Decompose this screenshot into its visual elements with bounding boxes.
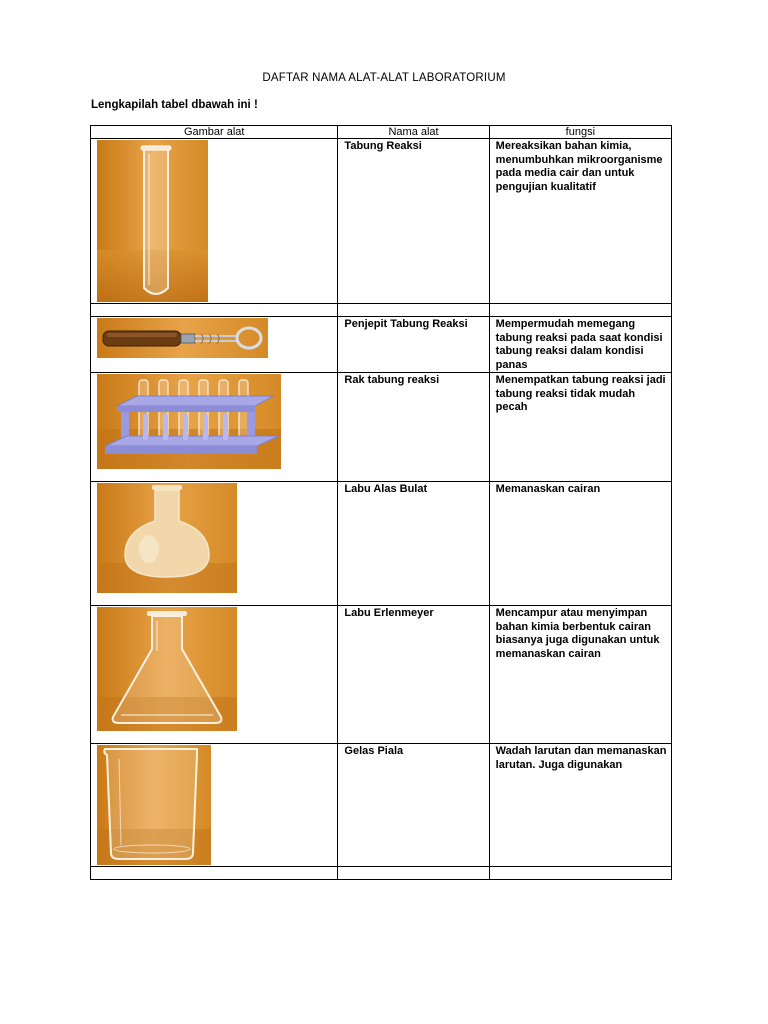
- table-header-row: [91, 126, 672, 139]
- name-cell: Penjepit Tabung Reaksi: [338, 317, 489, 373]
- table-row: [91, 139, 672, 304]
- function-cell: Memanaskan cairan: [489, 482, 671, 606]
- table-row: [91, 317, 672, 373]
- header-name: Nama alat: [338, 126, 489, 139]
- function-cell: Mereaksikan bahan kimia, menumbuhkan mikroorganisme pada media cair dan untuk pengujian kualitatif: [489, 139, 671, 304]
- name-cell: Rak tabung reaksi: [338, 373, 489, 482]
- name-cell: Tabung Reaksi: [338, 139, 489, 304]
- erlenmeyer-flask-image: [97, 607, 237, 731]
- name-cell: Labu Alas Bulat: [338, 482, 489, 606]
- table-row: [91, 373, 672, 482]
- instruction-text: Lengkapilah tabel dbawah ini !: [91, 99, 258, 111]
- function-cell: Menempatkan tabung reaksi jadi tabung reaksi tidak mudah pecah: [489, 373, 671, 482]
- table-row: [91, 606, 672, 744]
- name-cell: Gelas Piala: [338, 744, 489, 867]
- image-cell: [91, 139, 338, 304]
- image-cell: [91, 606, 338, 744]
- test-tube-rack-image: [97, 374, 281, 469]
- function-cell: Wadah larutan dan memanaskan larutan. Juga digunakan: [489, 744, 671, 867]
- beaker-image: [97, 745, 211, 865]
- image-cell: [91, 744, 338, 867]
- header-image: Gambar alat: [91, 126, 338, 139]
- name-cell: Labu Erlenmeyer: [338, 606, 489, 744]
- table-row: [91, 744, 672, 867]
- test-tube-clamp-image: [97, 318, 268, 358]
- table-row: [91, 304, 672, 317]
- round-bottom-flask-image: [97, 483, 237, 593]
- header-function: fungsi: [489, 126, 671, 139]
- lab-equipment-table: [90, 125, 672, 880]
- document-title: DAFTAR NAMA ALAT-ALAT LABORATORIUM: [262, 72, 506, 84]
- image-cell: [91, 482, 338, 606]
- test-tube-image: [97, 140, 208, 302]
- table-row: [91, 482, 672, 606]
- function-cell: Mempermudah memegang tabung reaksi pada saat kondisi tabung reaksi dalam kondisi panas: [489, 317, 671, 373]
- image-cell: [91, 373, 338, 482]
- image-cell: [91, 317, 338, 373]
- function-cell: Mencampur atau menyimpan bahan kimia berbentuk cairan biasanya juga digunakan untuk memanaskan cairan: [489, 606, 671, 744]
- table-row: [91, 867, 672, 880]
